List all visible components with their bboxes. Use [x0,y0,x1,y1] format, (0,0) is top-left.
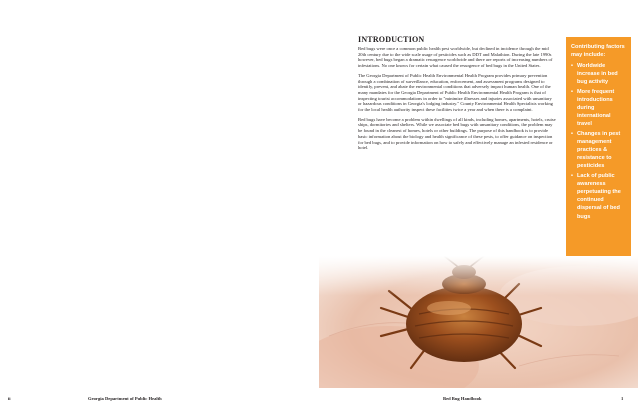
sidebar-item [571,88,627,129]
left-footer-text: Georgia Department of Public Health [88,396,162,401]
sidebar-item [571,62,627,87]
intro-paragraph: Bed bugs have become a problem within dwellings of all kinds, including homes, apartments, hotels, cruise ships, dormitories and shelters. While we associate bed bugs with unsanitary conditions, the problem may be found in the cleanest of homes, hotels or other buildings. The purpose of this handbook is to provide basic information about the biology and health significance of these pests, to offer guidance on inspection for bed bugs, and to provide information on how to safely and effectively manage an infested residence or hotel. [358,116,556,151]
intro-paragraph: Bed bugs were once a common public health pest worldwide, but declined in incidence through the mid 20th century due to the wide scale usage of pesticides such as DDT and Malathion. During the late 1990s however, bed bugs began a dramatic resurgence worldwide and there are reports of increasing numbers of infestations. No one knows for certain what caused the resurgence of bed bugs in the United States. [358,46,553,69]
section-title: INTRODUCTION [358,35,425,44]
sidebar-list [571,62,627,221]
bullet-icon: • [571,88,573,95]
sidebar-item-label: Worldwide increase in bed bug activity [577,63,618,86]
sidebar-item [571,130,627,171]
sidebar-item [571,172,627,221]
contributing-factors-sidebar [566,37,631,256]
sidebar-item-label: More frequent introductions during international travel [577,88,615,128]
bed-bug-photo-icon [319,256,638,388]
sidebar-heading: Contributing factors may include: [571,44,625,58]
bullet-icon: • [571,172,573,179]
intro-paragraph: The Georgia Department of Public Health Environmental Health Program provides primary prevention through a combination of surveillance, education, enforcement, and assessment programs designed to identify, prevent, and abate the environmental conditions that adversely impact human health. One of the many mandates for the Georgia Department of Public Health Environmental Health Program is that of inspecting tourist accommodations in order to "minimize illnesses and injuries associated with unsanitary or hazardous conditions in Georgia's lodging industry." County Environmental Health Specialists working for the local health authority inspect these facilities twice a year and when there is a complaint. [358,72,553,113]
bed-bug-photo [319,256,638,388]
right-page-number: 1 [621,396,624,401]
bullet-icon: • [571,130,573,137]
right-footer-text: Bed Bug Handbook [443,396,482,401]
sidebar-item-label: Lack of public awareness perpetuating the continued dispersal of bed bugs [577,172,621,220]
bullet-icon: • [571,63,573,69]
sidebar-item-label: Changes in pest management practices & resistance to pesticides [577,130,621,170]
intro-body [358,46,556,155]
left-page-number: ii [8,396,11,401]
